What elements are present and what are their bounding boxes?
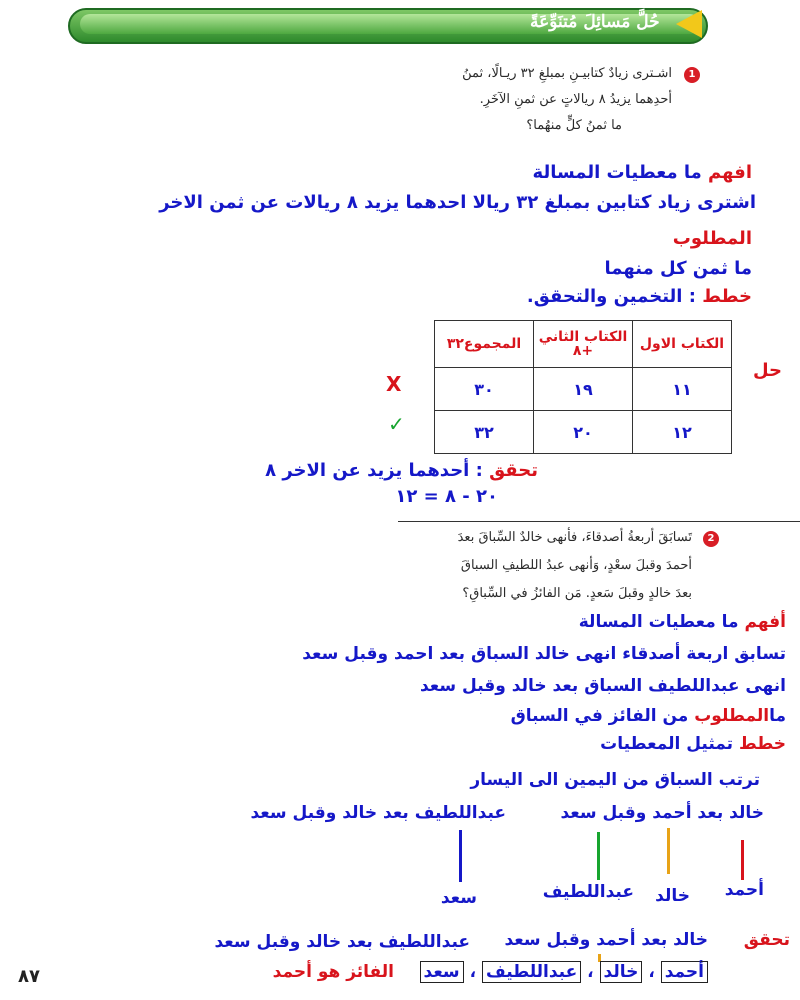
q1-line-2: أحدِهما يزيدُ ٨ ريالاتٍ عن ثمنِ الآخَرِ. [479, 92, 672, 107]
q2-line-2: أحمدَ وقبلَ سعْدٍ، وَأنهى عبدُ اللطيفِ السباقَ [460, 558, 692, 573]
s1-check-rest: : أحدهما يزيد عن الاخر ٨ [265, 460, 490, 481]
final-order-item: عبداللطيف [482, 961, 581, 983]
s1-check [265, 460, 538, 481]
question-2-number: 2 [703, 531, 719, 547]
table-cell: ٣٠ [435, 368, 534, 411]
s1-understand-label: افهم [708, 162, 752, 183]
s2-understand-label: أفهم [744, 612, 786, 632]
s2-check-label: تحقق [743, 930, 790, 950]
table-header-cell: الكتاب الاول [633, 321, 732, 368]
final-order [420, 962, 709, 982]
final-order-item: أحمد [661, 961, 708, 983]
section-divider [398, 521, 800, 522]
table-header-cell: الكتاب الثاني +٨ [534, 321, 633, 368]
s2-required [511, 706, 786, 726]
s2-check-clue-b: عبداللطيف بعد خالد وقبل سعد [214, 932, 470, 952]
q1-line-3: ما ثمنُ كلٍّ منهُما؟ [526, 118, 622, 133]
s1-understand-rest: ما معطيات المسالة [532, 162, 709, 183]
final-order-item: خالد [600, 961, 643, 983]
s1-solve-label: حل [752, 360, 782, 381]
s2-understand [579, 612, 786, 632]
s1-plan-rest: : التخمين والتحقق. [526, 286, 703, 307]
s2-given-1: تسابق اربعة أصدقاء انهى خالد السباق بعد احمد وقبل سعد [302, 644, 786, 664]
table-row [435, 411, 732, 454]
s2-required-label: المطلوب [694, 706, 770, 726]
name-khalid: خالد [655, 886, 690, 906]
line-saad [459, 830, 462, 882]
guess-check-table [434, 320, 732, 454]
table-cell: ١١ [633, 368, 732, 411]
s2-plan [600, 734, 786, 754]
page-number: ٨٧ [18, 966, 40, 987]
s1-plan-label: خطط [702, 286, 752, 307]
final-order-separator: ، [587, 962, 594, 982]
q2-line-3: بعدَ خالدٍ وقبلَ سَعدٍ. مَن الفائزُ في السِّباقِ؟ [462, 586, 692, 601]
table-row [435, 368, 732, 411]
s2-required-rest: من الفائز في السباق [510, 706, 695, 726]
header-title: حُلَّ مَسائِلَ مُتنَوِّعَةً [530, 12, 660, 32]
table-cell: ١٩ [534, 368, 633, 411]
s1-required: ما ثمن كل منهما [604, 258, 752, 279]
s2-given-2: انهى عبداللطيف السباق بعد خالد وقبل سعد [419, 676, 786, 696]
table-header-row [435, 321, 732, 368]
s2-order-note: ترتب السباق من اليمين الى اليسار [470, 770, 760, 790]
winner-statement: الفائز هو أحمد [272, 962, 394, 982]
q2-line-1: تَسابَقَ أربعةُ أصدقاءَ، فأنهى خالدٌ السِّباقَ بعدَ [457, 530, 692, 545]
s2-clue-a: خالد بعد أحمد وقبل سعد [560, 803, 764, 823]
s2-check-clue-a: خالد بعد أحمد وقبل سعد [504, 930, 708, 950]
header-arrow-icon [676, 10, 702, 38]
name-ahmad: أحمد [724, 880, 764, 900]
s1-required-label: المطلوب [672, 228, 752, 249]
check-mark-icon: ✓ [388, 412, 405, 436]
table-header-cell: المجموع٣٢ [435, 321, 534, 368]
wrong-mark-icon: X [386, 372, 402, 396]
s1-understand [533, 162, 752, 183]
s1-given: اشترى زياد كتابين بمبلغ ٣٢ ريالا احدهما يزيد ٨ ريالات عن ثمن الاخر [159, 192, 756, 213]
table-cell: ١٢ [633, 411, 732, 454]
final-order-item: سعد [420, 961, 464, 983]
line-ahmad [741, 840, 744, 880]
final-order-separator: ، [469, 962, 477, 982]
s2-plan-rest: تمثيل المعطيات [600, 734, 739, 754]
question-1-number: 1 [684, 67, 700, 83]
line-abdullatif [597, 832, 600, 880]
line-khalid [667, 828, 670, 874]
q1-line-1: اشـترى زيادٌ كتابيـنِ بمبلغِ ٣٢ ريـالًا، ثمنُ [462, 66, 672, 81]
name-saad: سعد [440, 888, 477, 908]
final-order-separator: ، [648, 962, 655, 982]
name-abdullatif: عبداللطيف [542, 882, 634, 902]
s2-plan-label: خطط [738, 734, 786, 754]
table-cell: ٢٠ [534, 411, 633, 454]
s1-check-label: تحقق [489, 460, 538, 481]
table-cell: ٣٢ [435, 411, 534, 454]
s2-clue-b: عبداللطيف بعد خالد وقبل سعد [250, 803, 506, 823]
s1-plan [527, 286, 752, 307]
s1-check-equation: ٢٠ - ٨ = ١٢ [395, 486, 498, 507]
s2-required-pre: ما [769, 706, 786, 726]
s2-understand-rest: ما معطيات المسالة [578, 612, 745, 632]
